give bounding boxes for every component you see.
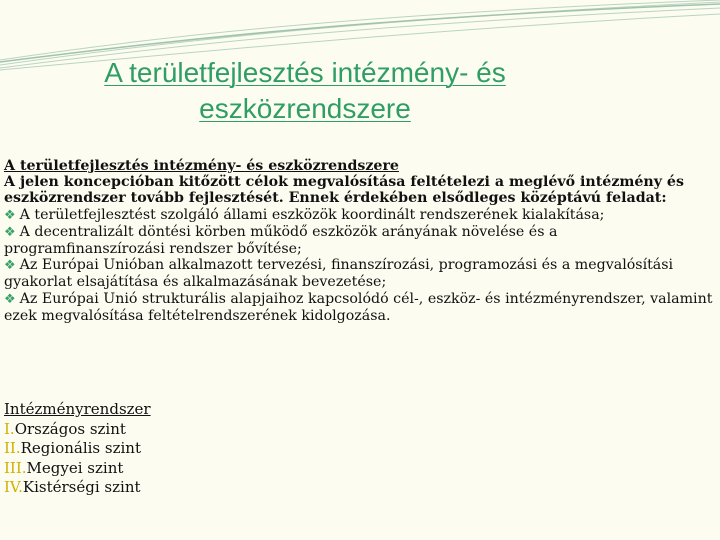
body-intro: A jelen koncepcióban kitőzött célok megvalósítása feltételezi a meglévő intézmény és eszközrendszer tovább fejlesztését. Ennek érdekében elsődleges középtávú feladat:: [4, 174, 684, 207]
slide-body: [4, 158, 716, 324]
diamond-bullet-icon: ❖: [4, 207, 16, 223]
level-label: Kistérségi szint: [22, 478, 141, 496]
level-item: [4, 439, 151, 459]
slide-title-line1: A területfejlesztés intézmény- és: [104, 57, 506, 88]
bullet-text: Az Európai Unió strukturális alapjaihoz kapcsolódó cél-, eszköz- és intézményrendszer, valamint ezek megvalósítása feltételrendszerének kidolgozása.: [4, 290, 713, 324]
level-label: Megyei szint: [26, 458, 124, 477]
level-numeral: IV.: [4, 478, 23, 496]
levels-heading: Intézményrendszer: [4, 400, 151, 418]
bullet-text: A területfejlesztést szolgáló állami eszközök koordinált rendszerének kialakítása;: [19, 206, 605, 223]
diamond-bullet-icon: ❖: [4, 224, 16, 240]
level-label: Regionális szint: [20, 439, 141, 457]
level-label: Országos szint: [14, 419, 126, 438]
diamond-bullet-icon: ❖: [4, 258, 16, 274]
body-heading: A területfejlesztés intézmény- és eszközrendszere: [4, 158, 399, 174]
level-item: [4, 459, 151, 479]
bullet-text: Az Európai Unióban alkalmazott tervezési, finanszírozási, programozási és a megvalósítási gyakorlat elsajátítása és alkalmazásának bevezetése;: [4, 257, 674, 291]
bullet-item: [4, 291, 716, 324]
slide-title-line2: eszközrendszere: [199, 93, 411, 124]
institution-levels: [4, 400, 151, 498]
level-item: [4, 478, 151, 498]
level-numeral: III.: [4, 458, 27, 477]
diamond-bullet-icon: ❖: [4, 291, 16, 307]
bullet-item: [4, 257, 716, 290]
bullet-item: [4, 207, 716, 224]
level-numeral: I.: [4, 419, 15, 438]
bullet-item: [4, 224, 716, 257]
level-item: [4, 420, 151, 440]
slide-title: [0, 55, 610, 127]
level-numeral: II.: [4, 439, 21, 457]
bullet-text: A decentralizált döntési körben működő eszközök arányának növelése és a programfinanszírozási rendszer bővítése;: [4, 223, 558, 258]
